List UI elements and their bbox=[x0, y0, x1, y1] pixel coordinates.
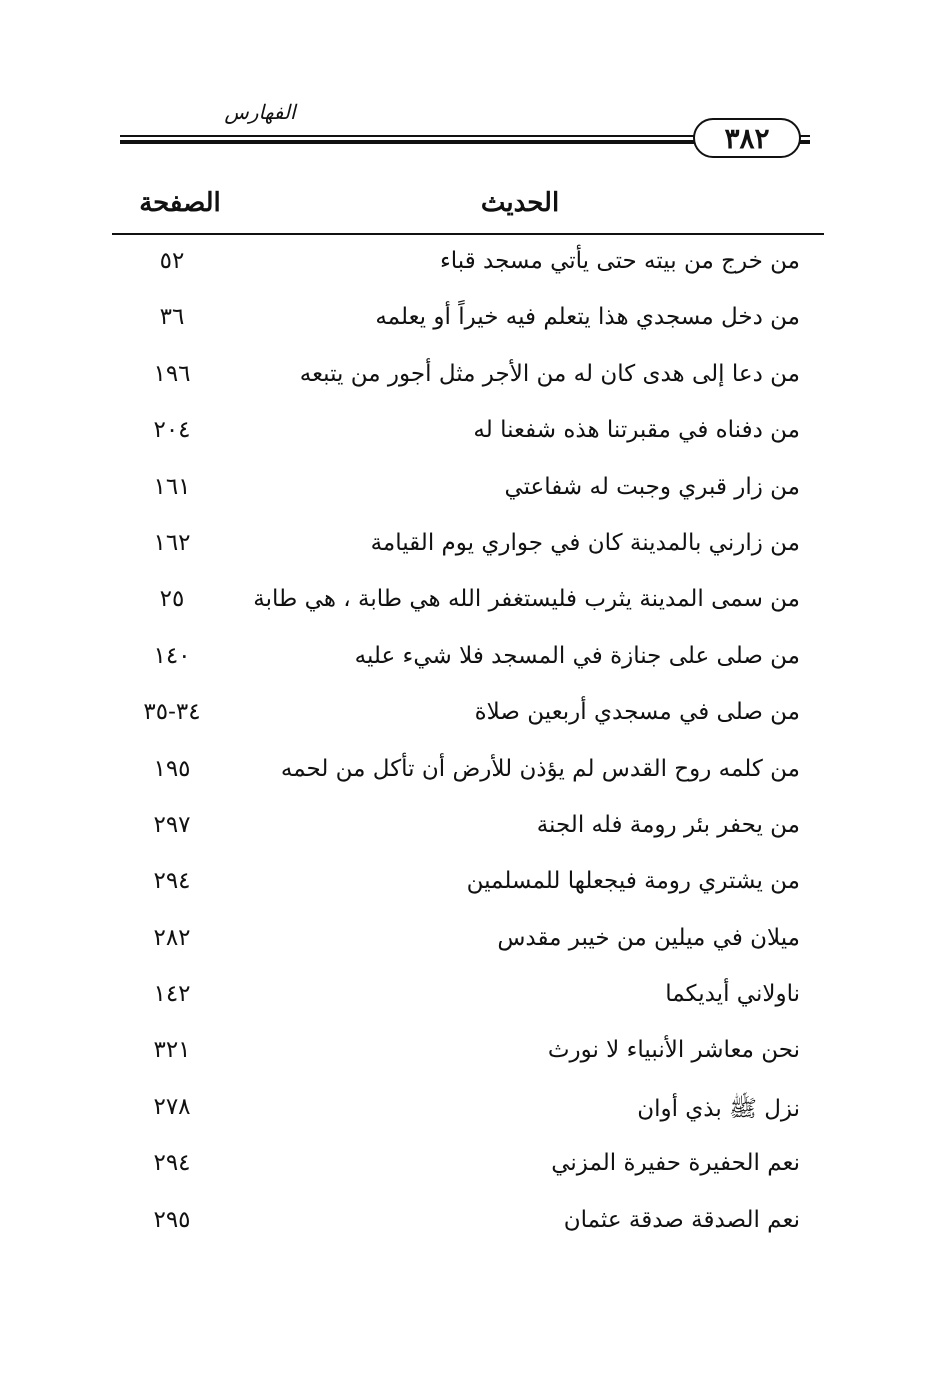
table-row bbox=[112, 917, 824, 973]
hadith-text: من دعا إلى هدى كان له من الأجر مثل أجور من يتبعه bbox=[299, 360, 800, 387]
page-ref: ٢٥ bbox=[159, 586, 185, 613]
page-ref: ١٩٥ bbox=[153, 755, 191, 782]
hadith-text: ناولاني أيديكما bbox=[665, 981, 800, 1008]
page-ref: ١٤٠ bbox=[153, 642, 191, 669]
table-row bbox=[112, 860, 824, 916]
page-ref: ٢٩٤ bbox=[153, 1150, 191, 1177]
table-row bbox=[112, 353, 824, 409]
page-number-badge: ٣٨٢ bbox=[693, 118, 801, 158]
page-ref: ٢٩٧ bbox=[153, 811, 191, 838]
hadith-text: نعم الحفيرة حفيرة المزني bbox=[551, 1150, 800, 1177]
hadith-text: من صلى على جنازة في المسجد فلا شيء عليه bbox=[354, 642, 800, 669]
table-row bbox=[112, 973, 824, 1029]
page-ref: ٣٢١ bbox=[153, 1037, 191, 1064]
hadith-text: من يحفر بئر رومة فله الجنة bbox=[536, 811, 800, 838]
page-ref: ٢٩٥ bbox=[153, 1206, 191, 1233]
column-header-page: الصفحة bbox=[139, 188, 221, 218]
table-row bbox=[112, 578, 824, 634]
table-row bbox=[112, 635, 824, 691]
table-row bbox=[112, 1199, 824, 1255]
table-row bbox=[112, 1086, 824, 1142]
table-row bbox=[112, 804, 824, 860]
table-row bbox=[112, 691, 824, 747]
page-ref: ١٩٦ bbox=[153, 360, 191, 387]
hadith-text: من زار قبري وجبت له شفاعتي bbox=[504, 473, 800, 500]
table-row bbox=[112, 1029, 824, 1085]
table-row bbox=[112, 748, 824, 804]
page-ref: ٣٤-٣٥ bbox=[143, 699, 201, 726]
page-ref: ٢٩٤ bbox=[153, 868, 191, 895]
table-row bbox=[112, 409, 824, 465]
table-row bbox=[112, 1142, 824, 1198]
running-title: الفهارس bbox=[224, 100, 296, 124]
table-rule bbox=[112, 233, 824, 235]
hadith-text: من خرج من بيته حتى يأتي مسجد قباء bbox=[439, 248, 800, 274]
table-row bbox=[112, 296, 824, 352]
page-ref: ٥٢ bbox=[159, 248, 185, 274]
hadith-text: نحن معاشر الأنبياء لا نورث bbox=[547, 1037, 800, 1064]
hadith-text: نزل ﷺ بذي أوان bbox=[637, 1095, 800, 1122]
hadith-text: من دفناه في مقبرتنا هذه شفعنا له bbox=[473, 417, 800, 444]
hadith-text: من سمى المدينة يثرب فليستغفر الله هي طابة ، هي طابة bbox=[253, 586, 800, 613]
page-ref: ٢٨٢ bbox=[153, 924, 191, 951]
column-header-hadith: الحديث bbox=[480, 188, 560, 218]
table-row bbox=[112, 240, 824, 296]
table-row bbox=[112, 522, 824, 578]
hadith-text: نعم الصدقة صدقة عثمان bbox=[563, 1206, 800, 1233]
table-row bbox=[112, 466, 824, 522]
page-ref: ١٤٢ bbox=[153, 981, 191, 1008]
header-rule bbox=[120, 135, 705, 144]
hadith-text: ميلان في ميلين من خيبر مقدس bbox=[497, 924, 800, 951]
hadith-text: من كلمه روح القدس لم يؤذن للأرض أن تأكل من لحمه bbox=[280, 755, 800, 782]
page-ref: ١٦١ bbox=[153, 473, 191, 500]
page-ref: ١٦٢ bbox=[153, 529, 191, 556]
page-ref: ٣٦ bbox=[159, 304, 185, 331]
hadith-text: من زارني بالمدينة كان في جواري يوم القيامة bbox=[370, 529, 800, 556]
index-table bbox=[112, 240, 824, 1255]
hadith-text: من يشتري رومة فيجعلها للمسلمين bbox=[466, 868, 800, 895]
page-ref: ٢٠٤ bbox=[153, 417, 191, 444]
hadith-text: من صلى في مسجدي أربعين صلاة bbox=[474, 699, 800, 726]
hadith-text: من دخل مسجدي هذا يتعلم فيه خيراً أو يعلمه bbox=[375, 304, 800, 331]
page-ref: ٢٧٨ bbox=[153, 1093, 191, 1120]
